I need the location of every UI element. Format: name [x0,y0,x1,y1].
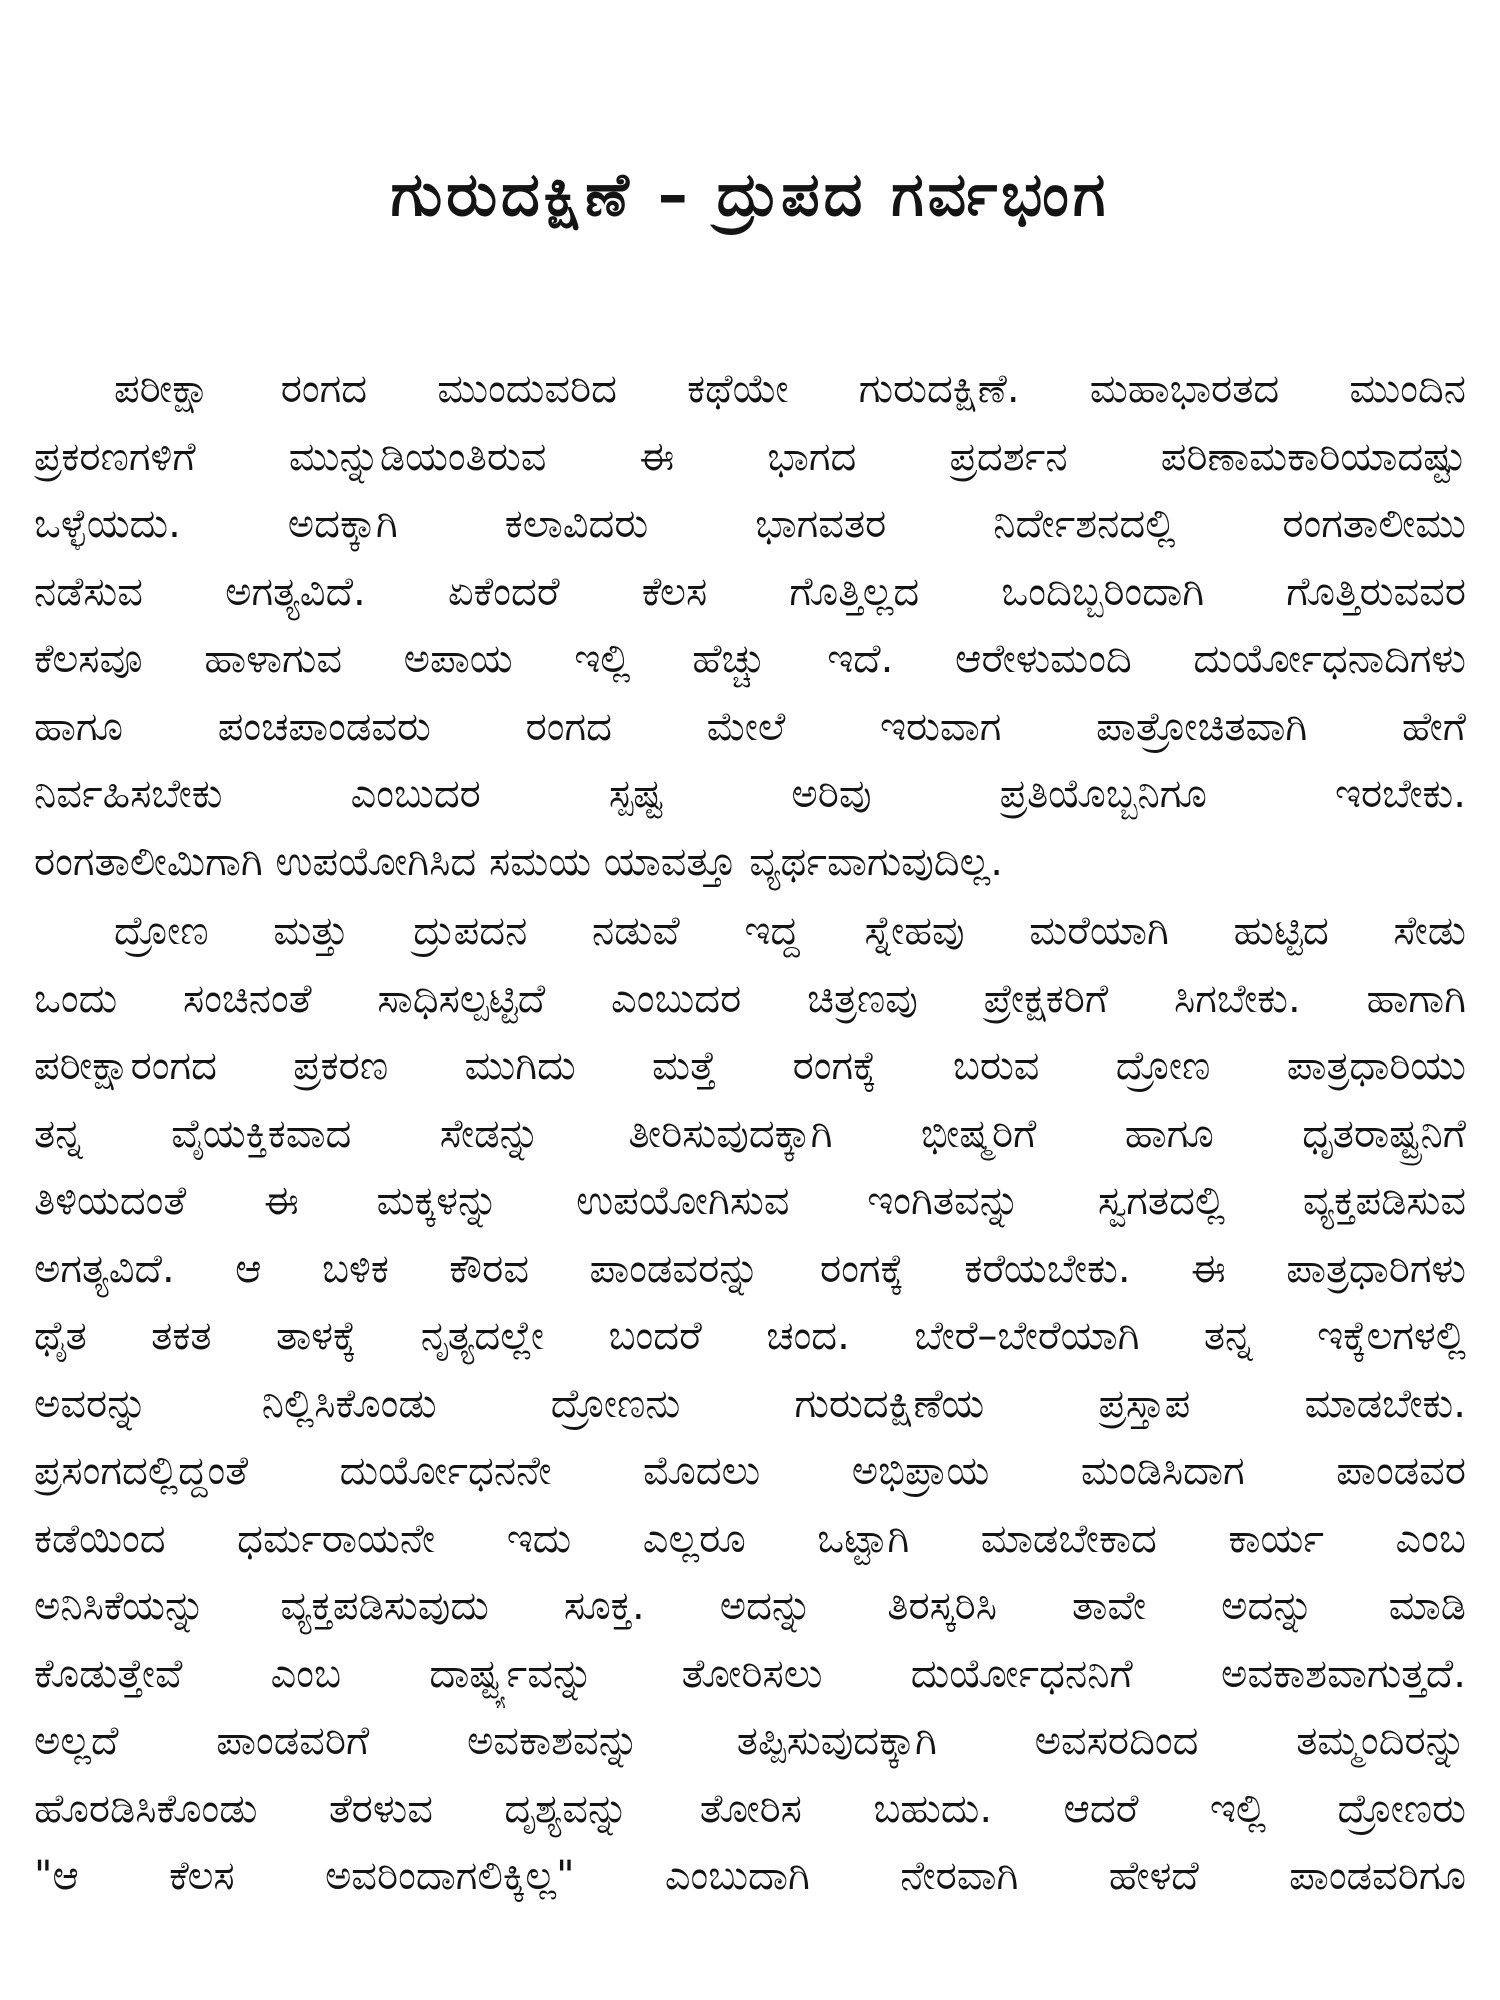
text-line: ಅವರನ್ನು ನಿಲ್ಲಿಸಿಕೊಂಡು ದ್ರೋಣನು ಗುರುದಕ್ಷಿಣೆಯ ಪ್ರಸ್ತಾಪ ಮಾಡಬೇಕು. [34,1380,1466,1427]
page-title: ಗುರುದಕ್ಷಿಣೆ – ದ್ರುಪದ ಗರ್ವಭಂಗ [390,160,1110,230]
paragraph-1 [34,356,1466,896]
text-line: ನಿರ್ವಹಿಸಬೇಕು ಎಂಬುದರ ಸ್ಪಷ್ಟ ಅರಿವು ಪ್ರತಿಯೊಬ್ಬನಿಗೂ ಇರಬೇಕು. [34,771,1466,817]
text-line: ಅಲ್ಲದೆ ಪಾಂಡವರಿಗೆ ಅವಕಾಶವನ್ನು ತಪ್ಪಿಸುವುದಕ್ಕಾಗಿ ಅವಸರದಿಂದ ತಮ್ಮಂದಿರನ್ನು [34,1718,1466,1764]
text-line: ಕಡೆಯಿಂದ ಧರ್ಮರಾಯನೇ ಇದು ಎಲ್ಲರೂ ಒಟ್ಟಾಗಿ ಮಾಡಬೇಕಾದ ಕಾರ್ಯ ಎಂಬ [34,1515,1466,1562]
text-line: ತಿಳಿಯದಂತೆ ಈ ಮಕ್ಕಳನ್ನು ಉಪಯೋಗಿಸುವ ಇಂಗಿತವನ್ನು ಸ್ವಗತದಲ್ಲಿ ವ್ಯಕ್ತಪಡಿಸುವ [34,1178,1466,1224]
paragraph-2 [34,898,1466,1911]
text-line: ರಂಗತಾಲೀಮಿಗಾಗಿ ಉಪಯೋಗಿಸಿದ ಸಮಯ ಯಾವತ್ತೂ ವ್ಯರ್ಥವಾಗುವುದಿಲ್ಲ. [34,838,1004,885]
text-line: ಕೊಡುತ್ತೇವೆ ಎಂಬ ದಾರ್ಷ್ಟ್ಯವನ್ನು ತೋರಿಸಲು ದುರ್ಯೋಧನನಿಗೆ ಅವಕಾಶವಾಗುತ್ತದೆ. [34,1650,1466,1697]
text-line: ಒಳ್ಳೆಯದು. ಅದಕ್ಕಾಗಿ ಕಲಾವಿದರು ಭಾಗವತರ ನಿರ್ದೇಶನದಲ್ಲಿ ರಂಗತಾಲೀಮು [34,501,1466,547]
text-line: ಪರೀಕ್ಷಾ ರಂಗದ ಮುಂದುವರಿದ ಕಥೆಯೇ ಗುರುದಕ್ಷಿಣೆ. ಮಹಾಭಾರತದ ಮುಂದಿನ [114,366,1466,412]
text-line: ಪ್ರಕರಣಗಳಿಗೆ ಮುನ್ನುಡಿಯಂತಿರುವ ಈ ಭಾಗದ ಪ್ರದರ್ಶನ ಪರಿಣಾಮಕಾರಿಯಾದಷ್ಟು [34,433,1466,480]
text-line: ಪ್ರಸಂಗದಲ್ಲಿದ್ದಂತೆ ದುರ್ಯೋಧನನೇ ಮೊದಲು ಅಭಿಪ್ರಾಯ ಮಂಡಿಸಿದಾಗ ಪಾಂಡವರ [34,1448,1466,1494]
text-line: ಅಗತ್ಯವಿದೆ. ಆ ಬಳಿಕ ಕೌರವ ಪಾಂಡವರನ್ನು ರಂಗಕ್ಕೆ ಕರೆಯಬೇಕು. ಈ ಪಾತ್ರಧಾರಿಗಳು [34,1245,1466,1292]
text-line: ದ್ರೋಣ ಮತ್ತು ದ್ರುಪದನ ನಡುವೆ ಇದ್ದ ಸ್ನೇಹವು ಮರೆಯಾಗಿ ಹುಟ್ಟಿದ ಸೇಡು [114,908,1466,954]
text-line: "ಆ ಕೆಲಸ ಅವರಿಂದಾಗಲಿಕ್ಕಿಲ್ಲ" ಎಂಬುದಾಗಿ ನೇರವಾಗಿ ಹೇಳದೆ ಪಾಂಡವರಿಗೂ [34,1853,1466,1899]
text-line: ಅನಿಸಿಕೆಯನ್ನು ವ್ಯಕ್ತಪಡಿಸುವುದು ಸೂಕ್ತ. ಅದನ್ನು ತಿರಸ್ಕರಿಸಿ ತಾವೇ ಅದನ್ನು ಮಾಡಿ [34,1583,1466,1629]
text-line: ಹೊರಡಿಸಿಕೊಂಡು ತೆರಳುವ ದೃಶ್ಯವನ್ನು ತೋರಿಸ ಬಹುದು. ಆದರೆ ಇಲ್ಲಿ ದ್ರೋಣರು [34,1785,1466,1832]
text-line: ಕೆಲಸವೂ ಹಾಳಾಗುವ ಅಪಾಯ ಇಲ್ಲಿ ಹೆಚ್ಚು ಇದೆ. ಆರೇಳುಮಂದಿ ದುರ್ಯೋಧನಾದಿಗಳು [34,636,1466,682]
text-line: ನಡೆಸುವ ಅಗತ್ಯವಿದೆ. ಏಕೆಂದರೆ ಕೆಲಸ ಗೊತ್ತಿಲ್ಲದ ಒಂದಿಬ್ಬರಿಂದಾಗಿ ಗೊತ್ತಿರುವವರ [34,568,1466,615]
text-line: ಹಾಗೂ ಪಂಚಪಾಂಡವರು ರಂಗದ ಮೇಲೆ ಇರುವಾಗ ಪಾತ್ರೋಚಿತವಾಗಿ ಹೇಗೆ [34,703,1466,750]
text-line: ಥೈತ ತಕತ ತಾಳಕ್ಕೆ ನೃತ್ಯದಲ್ಲೇ ಬಂದರೆ ಚಂದ. ಬೇರೆ–ಬೇರೆಯಾಗಿ ತನ್ನ ಇಕ್ಕೆಲಗಳಲ್ಲಿ [34,1313,1466,1359]
text-line: ತನ್ನ ವೈಯಕ್ತಿಕವಾದ ಸೇಡನ್ನು ತೀರಿಸುವುದಕ್ಕಾಗಿ ಭೀಷ್ಮರಿಗೆ ಹಾಗೂ ಧೃತರಾಷ್ಟ್ರನಿಗೆ [34,1110,1466,1157]
text-line: ಪರೀಕ್ಷಾರಂಗದ ಪ್ರಕರಣ ಮುಗಿದು ಮತ್ತೆ ರಂಗಕ್ಕೆ ಬರುವ ದ್ರೋಣ ಪಾತ್ರಧಾರಿಯು [34,1043,1466,1089]
text-line: ಒಂದು ಸಂಚಿನಂತೆ ಸಾಧಿಸಲ್ಪಟ್ಟಿದೆ ಎಂಬುದರ ಚಿತ್ರಣವು ಪ್ರೇಕ್ಷಕರಿಗೆ ಸಿಗಬೇಕು. ಹಾಗಾಗಿ [34,975,1466,1022]
